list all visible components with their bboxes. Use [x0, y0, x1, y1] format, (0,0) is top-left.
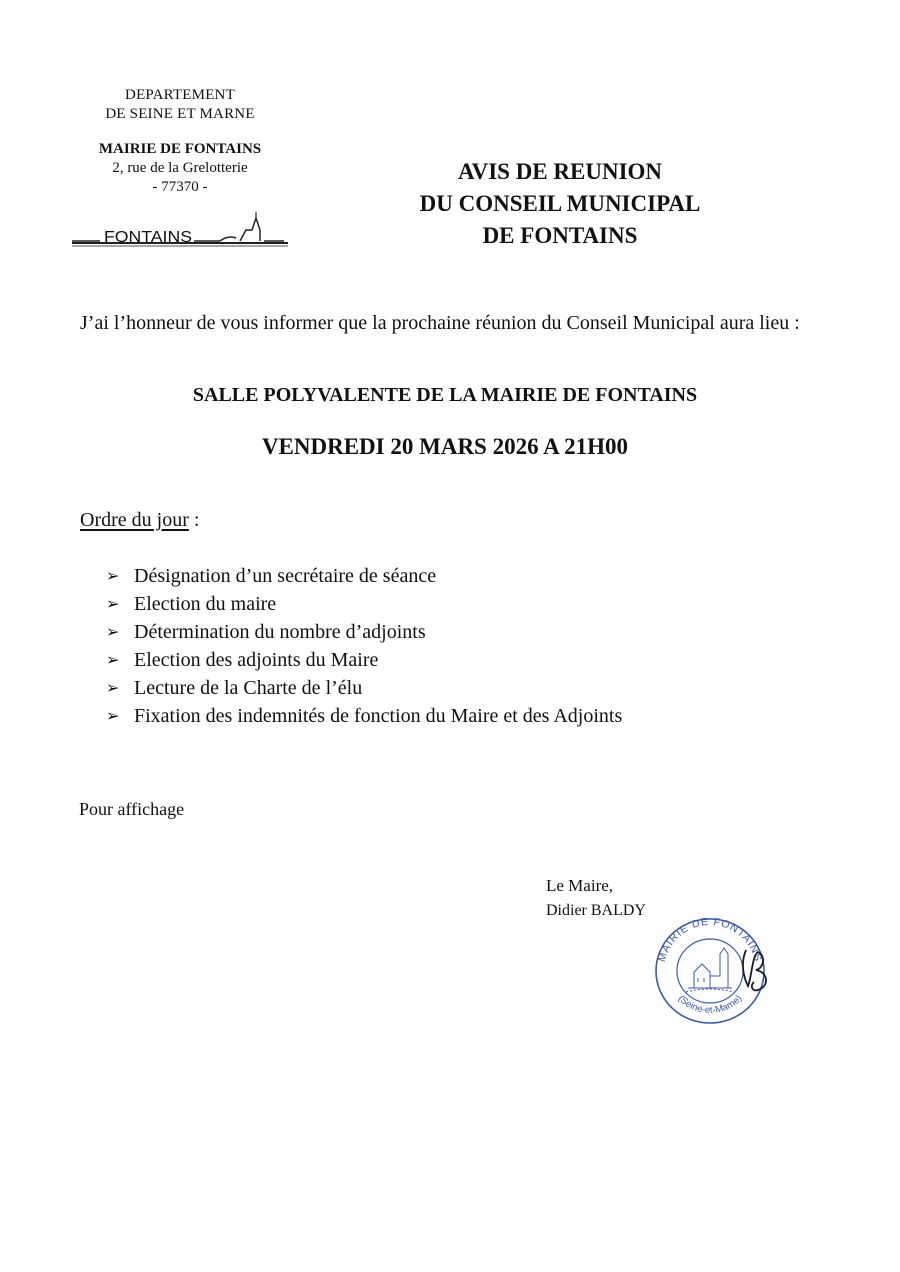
pour-affichage: Pour affichage [79, 799, 185, 819]
agenda-item-text: Election des adjoints du Maire [134, 649, 379, 671]
title-line1: AVIS DE REUNION [457, 159, 663, 184]
meeting-date: VENDREDI 20 MARS 2026 A 21H00 [261, 434, 629, 459]
title-line2: DU CONSEIL MUNICIPAL [419, 191, 701, 216]
agenda-item [106, 590, 622, 618]
signature-block [546, 873, 646, 923]
agenda-item [106, 618, 622, 646]
signature-role: Le Maire, [546, 876, 614, 895]
arrow-bullet-icon: ➢ [106, 566, 120, 585]
departement-line2: DE SEINE ET MARNE [105, 106, 255, 122]
arrow-bullet-icon: ➢ [106, 622, 120, 641]
svg-text:MAIRIE DE FONTAINS [656, 916, 764, 963]
mairie-stamp [648, 916, 780, 1026]
agenda-list [106, 562, 622, 730]
agenda-item [106, 702, 622, 730]
agenda-title: Ordre du jour [80, 509, 189, 531]
intro-paragraph: J’ai l’honneur de vous informer que la prochaine réunion du Conseil Municipal aura lieu : [80, 312, 800, 334]
svg-text:(Seine-et-Marne) [676, 993, 745, 1016]
logo-text: FONTAINS [104, 229, 192, 246]
arrow-bullet-icon: ➢ [106, 650, 120, 669]
meeting-venue: SALLE POLYVALENTE DE LA MAIRIE DE FONTAINS [192, 384, 698, 406]
agenda-heading [80, 509, 199, 532]
agenda-item [106, 562, 622, 590]
arrow-bullet-icon: ➢ [106, 594, 120, 613]
fontains-logo [70, 210, 290, 252]
stamp-top-text: MAIRIE DE FONTAINS [655, 916, 765, 964]
notice-title [380, 156, 740, 252]
departement-line1: DEPARTEMENT [125, 87, 235, 103]
title-line3: DE FONTAINS [482, 223, 638, 248]
agenda-item-text: Lecture de la Charte de l’élu [134, 677, 363, 699]
agenda-item [106, 646, 622, 674]
stamp-bottom-text: (Seine-et-Marne) [675, 993, 745, 1016]
mairie-address: 2, rue de la Grelotterie [112, 160, 248, 176]
signature-name: Didier BALDY [546, 902, 646, 919]
mairie-name: MAIRIE DE FONTAINS [98, 141, 262, 157]
header-address-block [60, 86, 300, 197]
church-emblem-icon [686, 948, 734, 992]
agenda-item-text: Fixation des indemnités de fonction du Maire et des Adjoints [134, 705, 623, 727]
agenda-item-text: Election du maire [134, 593, 277, 615]
agenda-item-text: Détermination du nombre d’adjoints [134, 621, 426, 643]
arrow-bullet-icon: ➢ [106, 706, 120, 725]
agenda-title-suffix: : [188, 509, 200, 531]
agenda-item-text: Désignation d’un secrétaire de séance [134, 565, 437, 587]
agenda-item [106, 674, 622, 702]
mairie-postcode: - 77370 - [152, 179, 208, 195]
arrow-bullet-icon: ➢ [106, 678, 120, 697]
